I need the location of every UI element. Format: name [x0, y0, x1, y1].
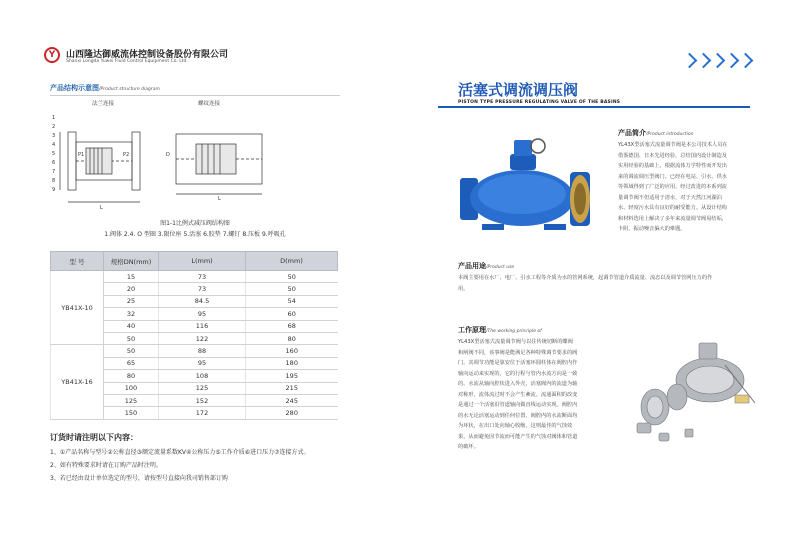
- company-logo: Y: [44, 47, 60, 63]
- principle-section-title: 工作原理/The working principle of: [458, 326, 542, 334]
- title-underline: [438, 106, 750, 108]
- part-num-1: 1: [52, 115, 56, 121]
- l-cell: 84.5: [159, 295, 246, 307]
- label-l-thread: L: [218, 196, 221, 202]
- flange-valve-diagram: [50, 110, 160, 210]
- usage-text: 本阀主要用在水厂、电厂、引水工程等介质为水的管网系统，起调节管道介质流量、流态以及调节管网压力的作 用。: [458, 275, 713, 292]
- product-title: 活塞式调流调压阀: [458, 81, 579, 99]
- d-cell: 245: [246, 394, 338, 406]
- header-model: 型 号: [51, 252, 104, 271]
- dn-cell: 25: [104, 295, 159, 307]
- order-notes-title: 订货时请注明以下内容：: [50, 433, 138, 442]
- label-l-flange: L: [100, 205, 103, 211]
- d-cell: 180: [246, 357, 338, 369]
- order-note-1: 1、①产品名称与型号②公称直径③额定流量系数KV④公称压力⑤工作介质⑥进口压力⑦连接方式。: [50, 449, 310, 456]
- label-p1: P1: [78, 152, 85, 158]
- d-cell: 68: [246, 320, 338, 332]
- l-cell: 172: [159, 407, 246, 419]
- label-d: D: [166, 152, 170, 158]
- table-header-row: [51, 252, 338, 271]
- dn-cell: 40: [104, 320, 159, 332]
- l-cell: 73: [159, 271, 246, 283]
- principle-text: YL43X型活塞式流量调节阀与以往传统切断的蝶阀 和闸阀不同，该事阀是能满足各种特殊调节要求的阀 门。其调节功能是靠安位于活塞环圆柱体在阀腔内作 轴向运动来实现的，它的行程与管内水流方向是一致 的。水流从轴向腔状进入外壳，活塞阀内的流道为轴 对称形，流体流过时不会产生紊流。流通面积的改变 是通过一个活塞沿管道轴向做直线运动实现。阀腔内 的水无论活塞运动到任何位置，阀腔内的水流断面均 为环状，在出口处向轴心收缩，这则最佳的气蚀效 果，从而避免因节流而可能产生的气蚀对阀体和管道 的破坏。: [458, 339, 578, 450]
- dn-cell: 32: [104, 308, 159, 320]
- part-num-5: 5: [52, 151, 56, 157]
- valve-product-image: [452, 126, 602, 236]
- part-num-6: 6: [52, 160, 56, 166]
- thread-valve-diagram: [170, 122, 270, 202]
- d-cell: 50: [246, 271, 338, 283]
- l-cell: 95: [159, 308, 246, 320]
- dn-cell: 50: [104, 345, 159, 357]
- l-cell: 152: [159, 394, 246, 406]
- l-cell: 108: [159, 370, 246, 382]
- d-cell: 215: [246, 382, 338, 394]
- product-subtitle: PISTON TYPE PRESSURE REGULATING VALVE OF THE BASINS: [458, 100, 621, 105]
- dn-cell: 20: [104, 283, 159, 295]
- model-cell: YB41X-10: [51, 271, 104, 345]
- part-num-3: 3: [52, 133, 56, 139]
- header-d: D(mm): [246, 252, 338, 271]
- header-dn: 规格DN(mm): [104, 252, 159, 271]
- intro-text: YL43X型活塞式流量调节阀是本公司技术人员在 借鉴德国、日本先进经验，总结国内设计制造及 实用经验的基础上，根据流体力学特性而开发出 来的调流调压型阀门。已经在电站、引水、供水 等领域得到了广泛的应用。经过改进的本系列流 量调节阀不但适用于清水，对于天然江河湖泊 水、轻度污水具有良好的耐受能力。从设计结构 和材料选用上解决了多年来流量调节阀易结垢， 卡阻，振动噪音偏大的难题。: [618, 142, 728, 232]
- d-cell: 80: [246, 332, 338, 344]
- figure-caption: 图1-1比例式减压阀结构图: [160, 220, 230, 227]
- company-name: 山西隆达御威流体控制设备股份有限公司: [66, 50, 229, 60]
- table-row: [51, 271, 338, 283]
- parts-legend: 1.阀体 2.4. O 型圈 3.限位座 5.活塞 6.胶垫 7.螺钉 8.压板 9.呼吸孔: [104, 231, 286, 238]
- company-name-en: Shanxi Longda Yuwei Fluid Control Equipment Co. Ltd.: [66, 59, 188, 64]
- l-cell: 95: [159, 357, 246, 369]
- table-row: [51, 345, 338, 357]
- part-num-8: 8: [52, 178, 56, 184]
- chevron-right-icon: [738, 53, 754, 69]
- d-cell: 195: [246, 370, 338, 382]
- dn-cell: 65: [104, 357, 159, 369]
- d-cell: 160: [246, 345, 338, 357]
- spec-table: [50, 251, 338, 420]
- dn-cell: 125: [104, 394, 159, 406]
- d-cell: 280: [246, 407, 338, 419]
- label-p2: P2: [123, 152, 130, 158]
- model-cell: YB41X-16: [51, 345, 104, 419]
- part-num-7: 7: [52, 169, 56, 175]
- l-cell: 125: [159, 382, 246, 394]
- order-note-3: 3、若已经由设计单位选定的型号，请按型号直接向我司销售部订购: [50, 475, 228, 482]
- header-l: L(mm): [159, 252, 246, 271]
- divider: [50, 95, 340, 96]
- chevron-decoration: [684, 55, 751, 66]
- d-cell: 54: [246, 295, 338, 307]
- d-cell: 50: [246, 283, 338, 295]
- exploded-valve-image: [615, 335, 765, 450]
- l-cell: 73: [159, 283, 246, 295]
- l-cell: 122: [159, 332, 246, 344]
- l-cell: 88: [159, 345, 246, 357]
- part-num-2: 2: [52, 124, 56, 130]
- part-num-4: 4: [52, 142, 56, 148]
- l-cell: 116: [159, 320, 246, 332]
- dn-cell: 80: [104, 370, 159, 382]
- structure-section-title: 产品结构示意图/Product structure diagram: [50, 84, 160, 92]
- dn-cell: 100: [104, 382, 159, 394]
- dn-cell: 150: [104, 407, 159, 419]
- order-note-2: 2、如有特殊要求时请在订购产品时注明。: [50, 462, 162, 469]
- usage-section-title: 产品用途/Product use: [458, 262, 515, 270]
- dn-cell: 50: [104, 332, 159, 344]
- flange-label: 法兰连接: [92, 101, 115, 107]
- intro-section-title: 产品简介/Product introduction: [618, 129, 694, 137]
- d-cell: 60: [246, 308, 338, 320]
- dn-cell: 15: [104, 271, 159, 283]
- part-num-9: 9: [52, 187, 56, 193]
- thread-label: 螺纹连接: [198, 101, 221, 107]
